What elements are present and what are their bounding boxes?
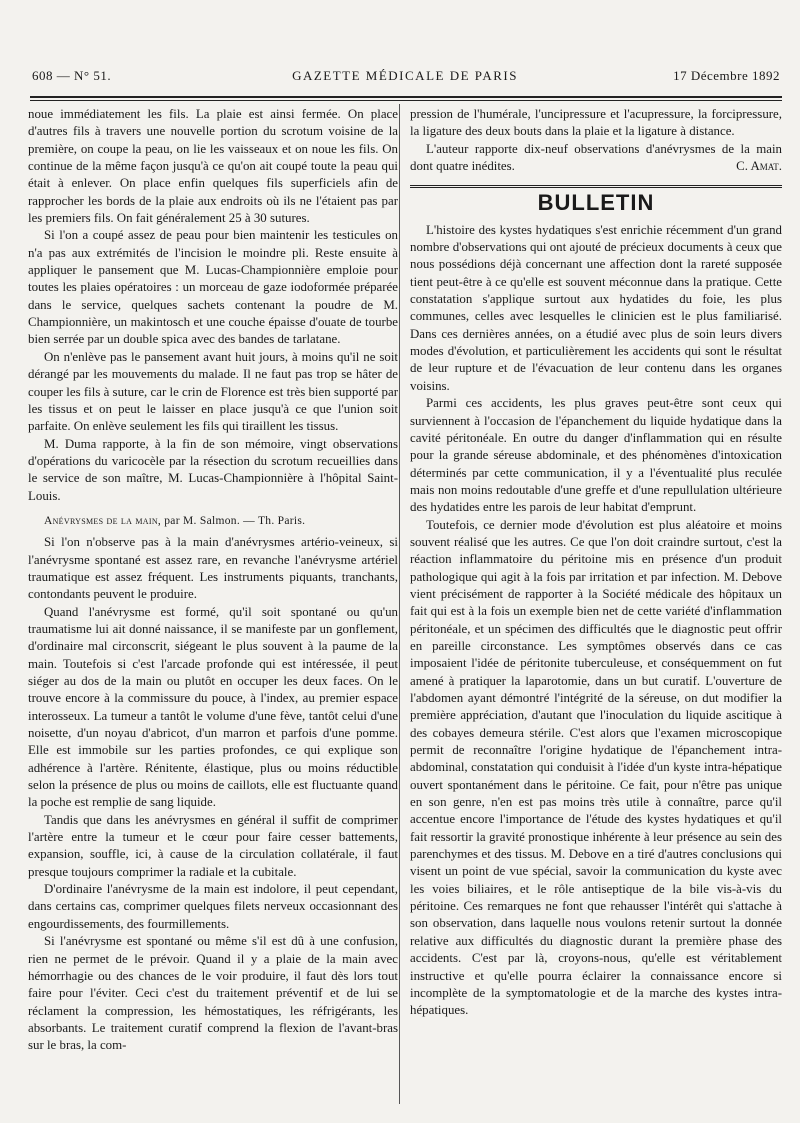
paragraph: Quand l'anévrysme est formé, qu'il soit spontané ou qu'un traumatisme lui ait donné naissance, il se manifeste par un gonflement, d'ordinaire mal circonscrit, siégeant le plus souvent à la paume de la main. Toutefois si c'est l'arcade profonde qui est intéressée, il peut siéger au dos de la main ou plutôt en occuper les deux faces. On le trouve encore à la commissure du pouce, à l'index, au premier espace interosseux. La tumeur a tantôt le volume d'une fève, tantôt celui d'une noisette, d'un noyau d'abricot, d'un marron et parfois d'une pomme. Elle est immobile sur les parties profondes, ce qui explique son adhérence à l'artère. Rénitente, élastique, plus ou moins réductible selon la présence de plus ou moins de caillots, elle est fluctuante quand la poche est remplie de sang liquide.	[28, 604, 398, 810]
paragraph: Tandis que dans les anévrysmes en général il suffit de comprimer l'artère entre la tumeur et le cœur pour faire cesser battements, expansion, souffle, ici, à cause de la circulation collatérale, il faut presque toujours comprimer la radiale et la cubitale.	[28, 812, 398, 879]
paragraph: Si l'anévrysme est spontané ou même s'il est dû à une confusion, rien ne permet de le prévoir. Quand il y a plaie de la main avec hémorrhagie ou des chances de le voir produire, il faut dès lors tout faire pour l'éviter. Ceci c'est du traitement préventif et de lui se réclament la compression, les hémostatiques, les réfrigérants, les absorbants. Le traitement curatif comprend la flexion de l'avant-bras sur le bras, la com-	[28, 934, 398, 1053]
page-number: 608 — N° 51.	[32, 68, 112, 83]
signature: C. Amat.	[736, 159, 782, 174]
issue-date: 17 Décembre 1892	[673, 68, 780, 83]
section-heading	[28, 513, 398, 530]
paragraph: pression de l'humérale, l'uncipressure et l'acupressure, la forcipressure, la ligature des deux bouts dans la plaie et la ligature à distance.	[410, 107, 782, 139]
paragraph: M. Duma rapporte, à la fin de son mémoire, vingt observations d'opérations du varicocèle par la résection du scrotum recueillies dans le service de son maître, M. Lucas-Championnière à l'hôpital Saint-Louis.	[28, 436, 398, 503]
section-heading-title: Anévrysmes de la main	[44, 514, 158, 527]
paragraph: Si l'on a coupé assez de peau pour bien maintenir les testicules on n'a pas aux extrémités de l'incision le moindre pli. Reste ensuite à appliquer le pansement que M. Lucas-Championnière emploie pour toutes les plaies opératoires : un morceau de gaze iodoformée préparée dans le service, quelques sachets contenant la poudre de M. Championnière, un makintosch et une couche épaisse d'ouate de tourbe bien serrée par un double spica avec des bandes de tarlatane.	[28, 228, 398, 347]
page-header	[30, 64, 780, 86]
left-column	[28, 106, 398, 1055]
paragraph: Si l'on n'observe pas à la main d'anévrysmes artério-veineux, si l'anévrysme spontané est assez rare, en revanche l'anévrysme artériel traumatique est assez fréquent. Les instruments piquants, tranchants, contondants peuvent le produire.	[28, 535, 398, 602]
closing-paragraph	[410, 141, 782, 176]
column-divider	[399, 104, 400, 1104]
journal-title: GAZETTE MÉDICALE DE PARIS	[292, 68, 518, 83]
paragraph: Toutefois, ce dernier mode d'évolution est plus aléatoire et moins souvent réalisé que les autres. Ce que l'on doit craindre surtout, c'est la réaction inflammatoire du péritoine mis en présence d'un produit pathologique qui agit à la fois par irritation et par infection. M. Debove vient précisément de rapporter à la Société médicale des hôpitaux un fait qui est à la fois un exemple bien net de cette variété d'inflammation péritonéale, et un spécimen des difficultés que le diagnostic peut offrir en pareille circonstance. Les symptômes observés dans ce cas imposaient l'idée de péritonite tuberculeuse, et conséquemment on fut amené à pratiquer la laparotomie, dans un but curatif. L'ouverture de l'abdomen ayant démontré l'intégrité de la séreuse, on dut modifier la première appréciation, d'autant que l'inoculation du liquide ascitique à des cobayes demeura stérile. C'est alors que l'examen microscopique permit de reconnaître l'origine hydatique de l'épanchement intra-abdominal, constatation qui conduisit à l'idée d'un kyste intra-hépatique ouvert spontanément dans le péritoine. Ce fait, pour n'être pas unique en son genre, n'en est pas moins très utile à connaître, parce qu'il accentue encore l'importance de l'étude des kystes hydatiques et qu'il fait ressortir la gravité pronostique inhérente à leur présence au sein des parenchymes et des tissus. M. Debove en a tiré d'autres conclusions qui visent un point de vue spécial, savoir la communication du kyste avec les voies biliaires, et le rôle antiseptique de la bile vis-à-vis du péritoine. Ces remarques ne font que rehausser l'intérêt qui s'attache à son observation, dans laquelle nous voulons retenir surtout la donnée relative aux difficultés du diagnostic durant la première phase des accidents. C'est par là, croyons-nous, qu'elle est véritablement instructive et qu'elle pourra éclairer la connaissance encore si incomplète de la symptomatologie et de la marche des kystes intra-hépatiques.	[410, 517, 782, 1018]
bulletin-title: BULLETIN	[537, 190, 655, 216]
paragraph: On n'enlève pas le pansement avant huit jours, à moins qu'il ne soit dérangé par les mouvements du malade. Il ne faut pas trop se hâter de couper les fils à suture, car le crin de Florence est très bien supporté par les tissus et on peut le laisser en place jusqu'à ce que l'union soit parfaite. On enlève seulement les fils qui tiraillent les tissus.	[28, 349, 398, 434]
paragraph: noue immédiatement les fils. La plaie est ainsi fermée. On place d'autres fils à travers une nouvelle portion du scrotum voisine de la première, on coupe la peau, on lie les vaisseaux et on noue les fils. On continue de la même façon jusqu'à ce qu'on ait coupé toute la peau qui était à enlever. On place enfin quelques fils superficiels afin de rapprocher les bords de la plaie aux endroits où ils ne l'étaient pas par les premiers fils. On fait généralement 25 à 30 sutures.	[28, 107, 398, 226]
section-separator	[410, 185, 782, 188]
paragraph: L'histoire des kystes hydatiques s'est enrichie récemment d'un grand nombre d'observations qui ont ajouté de précieux documents à ceux que nous possédions déjà concernant une affection dont la rareté supposée tient peut-être à ce qu'elle est souvent méconnue dans la pratique. Cette constatation s'applique surtout aux hydatides du foie, les plus communes, celles avec lesquelles le clinicien est le plus familiarisé. Dans ces dernières années, on a étudié avec plus de soin leurs divers modes d'évolution, et particulièrement les accidents qui sont le résultat de leur rupture et de l'évacuation de leur contenu dans les organes voisins.	[410, 222, 782, 393]
closing-text: L'auteur rapporte dix-neuf observations d'anévrysmes de la main dont quatre inédites.	[410, 141, 782, 174]
header-rule-thin	[30, 100, 782, 101]
header-rule	[30, 96, 782, 98]
section-heading-author: , par M. Salmon. — Th. Paris.	[157, 514, 306, 527]
paragraph: D'ordinaire l'anévrysme de la main est indolore, il peut cependant, dans certains cas, comprimer quelques filets nerveux occasionnant des engourdissements, des fourmillements.	[28, 882, 398, 931]
paragraph: Parmi ces accidents, les plus graves peut-être sont ceux qui surviennent à l'occasion de l'épanchement du liquide hydatique dans la cavité péritonéale. En outre du danger d'inflammation qui en résulte pour la grande séreuse abdominale, et des phénomènes d'intoxication déterminés par cette communication, il y a l'éventualité plus reculée mais non moins redoutable d'une greffe et d'une repullulation ultérieure des hydatides entre les parois de leur habitat d'emprunt.	[410, 396, 782, 515]
right-column	[410, 106, 782, 1020]
